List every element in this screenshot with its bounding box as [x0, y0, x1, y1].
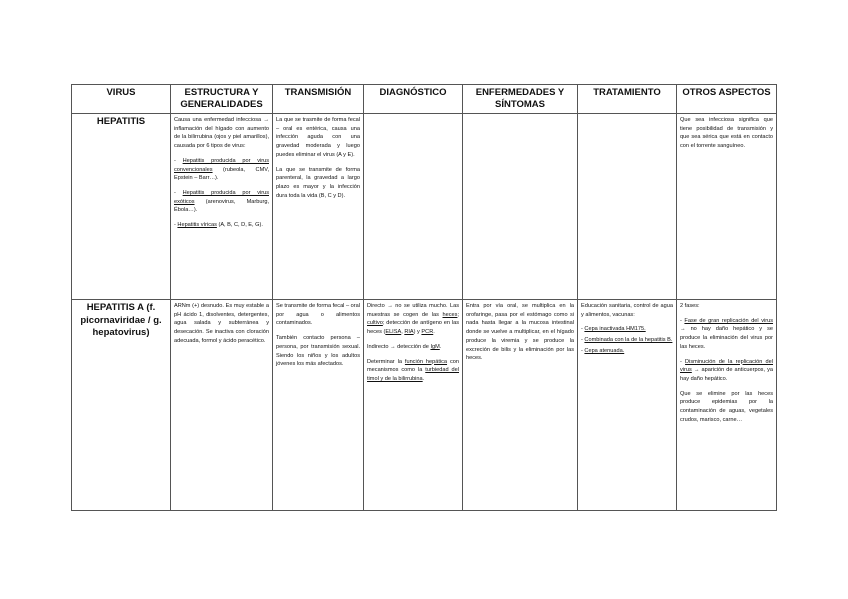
estructura-item-text: (A, B, C, D, E, G).: [216, 222, 263, 229]
diag-link: heces: [442, 311, 458, 318]
estructura-item: - Hepatitis producida por virus exóticos (arenovirus, Marburg, Ébola…).: [174, 189, 269, 214]
cell-estructura: [171, 114, 273, 300]
header-row: [72, 85, 777, 114]
cell-tratamiento-empty: [578, 114, 677, 300]
transmision-text: Se transmite de forma fecal – oral por agua o alimentos contaminados.: [276, 303, 360, 327]
virus-table: [71, 84, 777, 511]
diag-text: Directo → no se utiliza mucho. Las muestras se cogen de las: [367, 303, 459, 318]
transmision-text: La que se transmite de forma parenteral, la gravedad a largo plazo es mayor y la infección dura toda la vida (B, C y D).: [276, 166, 360, 199]
diagnostico-indirecto: [367, 343, 459, 352]
diag-text: .: [439, 343, 442, 350]
tratamiento-item: - Cepa atenuada.: [581, 347, 625, 354]
transmision-text: También contacto persona – persona, por transmisión sexual. Siendo los niños y los adultos jóvenes los más afectados.: [276, 335, 360, 368]
estructura-item: - Hepatitis víricas (A, B, C, D, E, G).: [174, 222, 263, 229]
enfermedades-text: Entra por vía oral, se multiplica en la orofaringe, pasa por el estómago como si nada hasta llegar a la mucosa intestinal donde se vuelve a multiplicar, en el hígado produce la viremia y se produce la excreción de bilis y la eliminación por las heces.: [466, 303, 574, 362]
tratamiento-item: - Combinada con la de la hepatitis B.: [581, 337, 673, 344]
diag-text: .: [433, 329, 435, 336]
estructura-text: Causa una enfermedad infecciosa → inflamación del hígado con aumento de la bilirrubina (ojos y piel amarillos), causada por 6 tipos de virus:: [174, 117, 269, 150]
otros-item-link: Fase de gran replicación del virus: [684, 317, 774, 324]
header-transmision: TRANSMISIÓN: [273, 85, 364, 114]
cell-tratamiento: [578, 300, 677, 511]
otros-item-text: → no hay daño hepático y se produce la eliminación del virus por las heces.: [680, 326, 773, 350]
diag-link: cultivo: [367, 320, 383, 327]
diag-link: turbiedad del timol y de la bilirrubina: [367, 367, 459, 382]
cell-diagnostico-empty: [364, 114, 463, 300]
diag-text: ) y: [413, 329, 422, 336]
otros-text: Que sea infecciosa significa que tiene posibilidad de transmisión y que sea sérica que está en contacto con el torrente sanguíneo.: [680, 117, 773, 150]
diag-link: función hepática: [404, 358, 448, 365]
header-estructura: ESTRUCTURA Y GENERALIDADES: [171, 85, 273, 114]
tratamiento-item: - Cepa inactivada HM175.: [581, 326, 646, 333]
otros-text: 2 fases:: [680, 303, 700, 309]
tratamiento-item-link: Cepa atenuada.: [584, 347, 625, 354]
transmision-text: La que se trasmite de forma fecal – oral es entérica, causa una infección aguda con una gravedad moderada y luego puedes eliminar el virus (A y E).: [276, 117, 360, 158]
header-enfermedades: ENFERMEDADES Y SÍNTOMAS: [463, 85, 578, 114]
diag-link: RIA: [404, 329, 414, 336]
cell-diagnostico: [364, 300, 463, 511]
estructura-item-link: Hepatitis víricas: [177, 222, 217, 229]
estructura-item-link: Hepatitis producida por virus exóticos: [174, 189, 269, 205]
diagnostico-directo: [367, 302, 459, 337]
table-row-hepatitis: [72, 114, 777, 300]
otros-item: - Disminución de la replicación del virus → aparición de anticuerpos, ya hay daño hepático.: [680, 358, 773, 382]
header-virus: VIRUS: [72, 85, 171, 114]
diag-text: con mecanismos como la: [367, 358, 459, 374]
otros-item: - Fase de gran replicación del virus → no hay daño hepático y se produce la eliminación del virus por las heces.: [680, 317, 774, 350]
estructura-text: ARNm (+) desnudo. Es muy estable a pH ácido 1, disolventes, detergentes, agua salada y subterránea y desecación. Se inactiva con cloración adecuada, formol y ácido peracético.: [174, 303, 269, 344]
diag-link: IgM: [430, 343, 440, 350]
diag-text: .: [422, 375, 425, 382]
cell-enfermedades-empty: [463, 114, 578, 300]
estructura-item-text: (rubeola, CMV, Epstein – Barr…).: [174, 166, 269, 182]
tratamiento-text: Educación sanitaria, control de agua y alimentos, vacunas:: [581, 303, 673, 318]
diag-text: Determinar la: [367, 358, 405, 365]
diag-text: Indirecto → detección de: [367, 343, 431, 350]
cell-virus-name: HEPATITIS: [72, 114, 171, 300]
diag-text: ; detección de antígeno en las heces (: [367, 320, 459, 336]
header-otros: OTROS ASPECTOS: [677, 85, 777, 114]
tratamiento-item-link: Combinada con la de la hepatitis B.: [584, 337, 673, 344]
cell-transmision: [273, 300, 364, 511]
header-diagnostico: DIAGNÓSTICO: [364, 85, 463, 114]
cell-transmision: [273, 114, 364, 300]
otros-item-text: → aparición de anticuerpos, ya hay daño hepático.: [680, 367, 773, 382]
tratamiento-item-link: Cepa inactivada HM175.: [584, 326, 646, 333]
otros-item-link: Disminución de la replicación del virus: [680, 358, 773, 374]
cell-otros: [677, 114, 777, 300]
diag-text: ,: [401, 329, 405, 336]
otros-text: Que se elimine por las heces produce epidemias por la contaminación de aguas, vegetales crudos, marisco, carne…: [680, 390, 773, 423]
diag-text: ;: [457, 311, 459, 318]
diagnostico-funcion: [367, 358, 459, 384]
table-row-hepatitis-a: [72, 300, 777, 511]
cell-estructura: [171, 300, 273, 511]
diag-link: ELISA: [385, 329, 402, 336]
cell-enfermedades: [463, 300, 578, 511]
estructura-item: - Hepatitis producida por virus convencionales (rubeola, CMV, Epstein – Barr…).: [174, 157, 269, 182]
estructura-item-link: Hepatitis producida por virus convencionales: [174, 157, 269, 173]
header-tratamiento: TRATAMIENTO: [578, 85, 677, 114]
cell-virus-name: HEPATITIS A (f. picornaviridae / g. hepatovirus): [72, 300, 171, 511]
cell-otros: [677, 300, 777, 511]
diag-link: PCR: [421, 329, 434, 336]
estructura-item-text: (arenovirus, Marburg, Ébola…).: [174, 198, 269, 214]
